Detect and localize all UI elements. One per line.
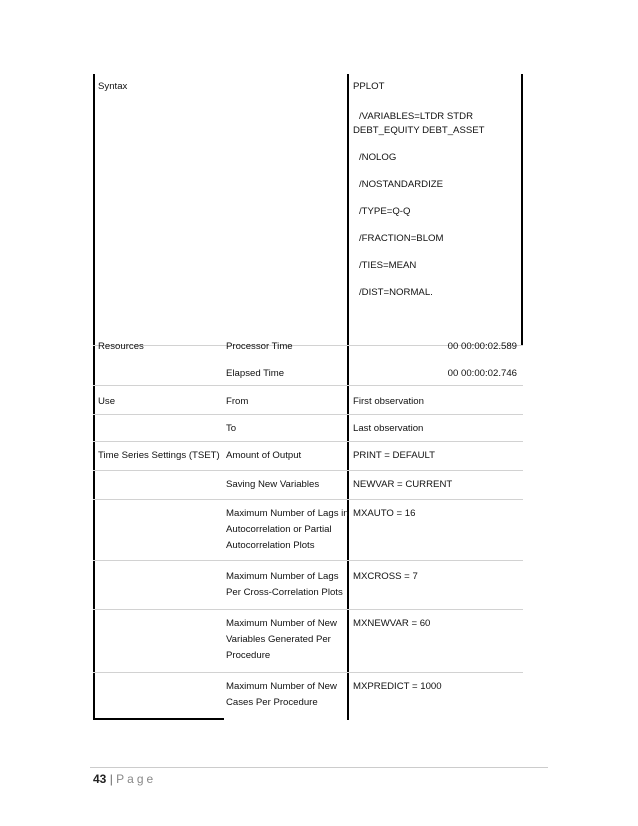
tset-setting-value: PRINT = DEFAULT: [353, 450, 436, 461]
row-separator: [93, 499, 523, 500]
footer-rule: [90, 767, 548, 768]
processor-time-label: Processor Time: [226, 341, 293, 352]
tset-setting-value: MXNEWVAR = 60: [353, 618, 431, 629]
elapsed-time-value: 00 00:00:02.746: [447, 368, 517, 379]
page-footer: [93, 772, 156, 786]
syntax-line: /NOLOG: [359, 152, 397, 163]
output-table: [93, 74, 523, 720]
page-word: Page: [116, 772, 157, 786]
table-column-divider: [347, 74, 349, 720]
syntax-line: /FRACTION=BLOM: [359, 233, 444, 244]
syntax-line: /TIES=MEAN: [359, 260, 417, 271]
row-separator: [93, 441, 523, 442]
use-label: Use: [98, 396, 116, 407]
row-separator: [93, 414, 523, 415]
page-number: 43: [93, 772, 107, 786]
tset-setting-name: Amount of Output: [226, 450, 302, 461]
tset-setting-value: MXAUTO = 16: [353, 508, 416, 519]
row-separator: [93, 672, 523, 673]
row-separator: [93, 609, 523, 610]
tset-setting-value: MXCROSS = 7: [353, 571, 418, 582]
syntax-line: /DIST=NORMAL.: [359, 287, 433, 298]
tset-setting-name: Maximum Number of Lags in Autocorrelation or Partial Autocorrelation Plots: [226, 508, 349, 551]
use-from-label: From: [226, 396, 249, 407]
table-right-border: [521, 74, 523, 345]
use-to-label: To: [226, 423, 237, 434]
tset-setting-value: MXPREDICT = 1000: [353, 681, 442, 692]
syntax-label: Syntax: [98, 81, 128, 92]
footer-separator: |: [109, 772, 113, 786]
use-to-value: Last observation: [353, 423, 424, 434]
resources-label: Resources: [98, 341, 144, 352]
tset-setting-name: Saving New Variables: [226, 479, 320, 490]
tset-setting-name: Maximum Number of New Cases Per Procedure: [226, 681, 337, 708]
syntax-line: /NOSTANDARDIZE: [359, 179, 444, 190]
row-separator: [93, 385, 523, 386]
row-separator: [93, 470, 523, 471]
syntax-line: /TYPE=Q-Q: [359, 206, 411, 217]
use-from-value: First observation: [353, 396, 424, 407]
syntax-line: DEBT_EQUITY DEBT_ASSET: [353, 125, 485, 136]
table-left-border: [93, 74, 95, 720]
tset-setting-value: NEWVAR = CURRENT: [353, 479, 453, 490]
syntax-line: PPLOT: [353, 81, 385, 92]
elapsed-time-label: Elapsed Time: [226, 368, 285, 379]
processor-time-value: 00 00:00:02.589: [447, 341, 517, 352]
table-bottom-border: [93, 718, 224, 720]
tset-setting-name: Maximum Number of New Variables Generated Per Procedure: [226, 618, 337, 661]
row-separator: [93, 560, 523, 561]
tset-setting-name: Maximum Number of Lags Per Cross-Correlation Plots: [226, 571, 343, 598]
tset-label: Time Series Settings (TSET): [98, 450, 220, 461]
syntax-line: /VARIABLES=LTDR STDR: [359, 111, 473, 122]
